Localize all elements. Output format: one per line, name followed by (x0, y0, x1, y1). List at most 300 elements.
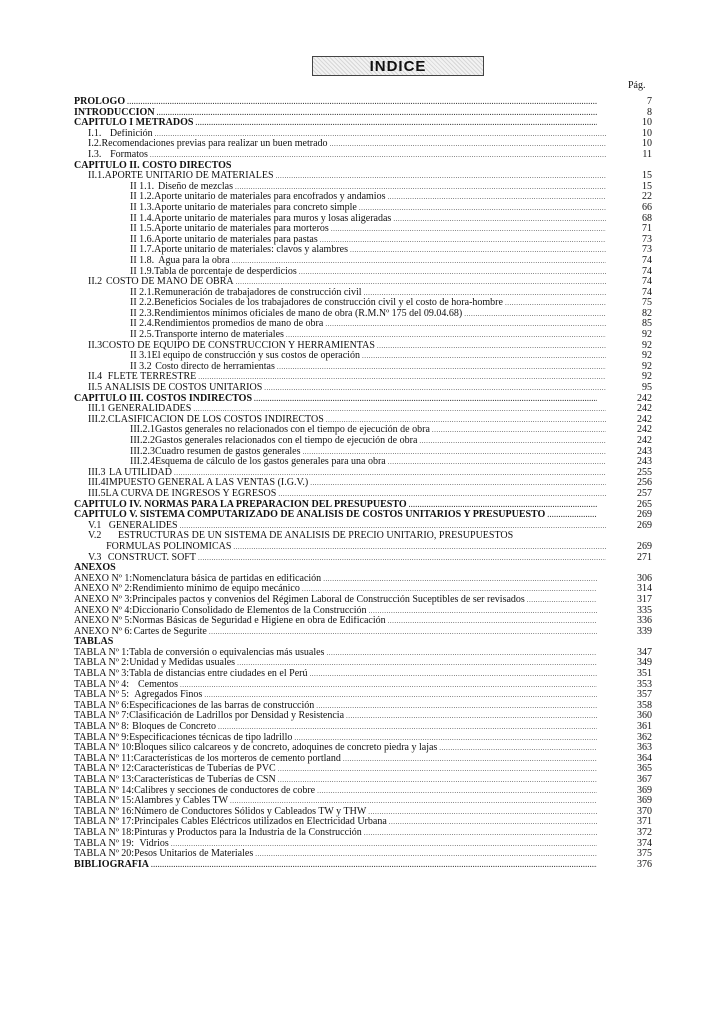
toc-dot-leader (303, 447, 652, 458)
toc-dot-leader (193, 404, 611, 415)
toc-entry-line (74, 807, 599, 818)
toc-entry[interactable] (74, 500, 654, 511)
toc-entry-code: TABLA Nº 5: (74, 690, 130, 701)
toc-entry[interactable] (74, 129, 654, 140)
toc-entry-title: Aporte unitario de materiales para pastas (154, 234, 318, 245)
toc-page-number: 11 (606, 150, 652, 161)
toc-entry-line (74, 860, 599, 871)
toc-entry-title: GENERALIDADES (108, 404, 192, 415)
toc-dot-leader (236, 277, 611, 288)
toc-dot-leader (368, 807, 597, 818)
toc-dot-leader (527, 595, 597, 606)
toc-entry-line (74, 711, 599, 722)
toc-entry-line (74, 817, 599, 828)
toc-entry-line (74, 447, 654, 458)
toc-entry[interactable] (74, 267, 654, 278)
toc-dot-leader (325, 319, 652, 330)
toc-page-number: 242 (606, 394, 652, 405)
toc-entry-title: Principales pactos y convenios del Régimen Laboral de Construcción Suceptibles de ser revisados (132, 594, 525, 605)
toc-entry-code: II 3.2 (130, 361, 152, 372)
toc-entry-line (74, 680, 599, 691)
toc-entry[interactable] (74, 394, 654, 405)
toc-page-number: 357 (606, 690, 652, 701)
toc-page-number: 369 (606, 786, 652, 797)
toc-entry-title: Cartes de Segurite (133, 626, 207, 637)
toc-entry[interactable] (74, 97, 654, 108)
toc-entry-line (74, 849, 599, 860)
toc-dot-leader (310, 478, 611, 489)
toc-entry[interactable] (74, 839, 654, 850)
toc-entry-line (74, 648, 599, 659)
toc-entry[interactable] (74, 711, 654, 722)
toc-entry-code: TABLA Nº 16: (74, 806, 135, 817)
toc-dot-leader (278, 489, 611, 500)
toc-entry[interactable] (74, 171, 654, 182)
toc-entry[interactable] (74, 214, 654, 225)
toc-entry-line (74, 288, 654, 299)
toc-entry[interactable] (74, 796, 654, 807)
toc-entry-code: II 2.2. (130, 298, 155, 309)
toc-entry-line (74, 330, 654, 341)
toc-entry-line (74, 298, 654, 309)
toc-entry-title: El equipo de construcción y sus costos de operación (151, 351, 360, 362)
toc-entry-title: Especificaciones de las barras de construcción (129, 700, 315, 711)
toc-entry-line (74, 743, 599, 754)
toc-entry-line (74, 510, 599, 521)
toc-page-number: 362 (606, 733, 652, 744)
toc-entry-line (74, 277, 613, 288)
toc-entry-line (74, 171, 613, 182)
toc-entry-title: CAPITULO II. COSTO DIRECTOS (74, 160, 232, 171)
toc-entry-title: COSTO DE MANO DE OBRA (106, 277, 234, 288)
toc-dot-leader (195, 118, 597, 129)
toc-dot-leader (155, 129, 611, 140)
toc-entry[interactable] (74, 584, 654, 595)
toc-entry-code: II.3 (88, 340, 103, 351)
toc-entry[interactable] (74, 658, 654, 669)
toc-page-number: 339 (606, 627, 652, 638)
toc-page-number: 361 (606, 722, 652, 733)
index-title-box (312, 56, 484, 76)
toc-entry[interactable] (74, 606, 654, 617)
toc-entry[interactable] (74, 362, 654, 373)
toc-entry[interactable] (74, 616, 654, 627)
toc-entry-code: III.4 (88, 478, 106, 489)
toc-entry-code: TABLA Nº 14: (74, 785, 135, 796)
toc-entry-title: Bloques de Concreto (132, 722, 217, 733)
toc-entry-title: Características de los morteros de cemento portland (133, 753, 341, 764)
toc-entry-code: II 2.4. (130, 319, 155, 330)
toc-dot-leader (439, 743, 597, 754)
toc-entry[interactable] (74, 203, 654, 214)
toc-entry-title: ANALISIS DE COSTOS UNITARIOS (104, 383, 263, 394)
toc-entry-code: V.2 (88, 531, 102, 542)
toc-entry[interactable] (74, 542, 654, 553)
toc-entry-title: CAPITULO I METRADOS (74, 118, 194, 129)
toc-dot-leader (547, 510, 597, 521)
toc-entry[interactable] (74, 118, 654, 129)
toc-entry[interactable] (74, 489, 654, 500)
toc-entry-line (74, 161, 599, 172)
toc-entry-line (74, 404, 613, 415)
toc-entry-code: TABLA Nº 3: (74, 669, 130, 680)
toc-entry-code: V.1 (88, 520, 102, 531)
toc-page-number: 314 (606, 584, 652, 595)
toc-entry-code: II 1.5. (130, 224, 155, 235)
toc-dot-leader (278, 775, 597, 786)
toc-dot-leader (180, 521, 611, 532)
toc-entry[interactable] (74, 680, 654, 691)
toc-dot-leader (237, 658, 597, 669)
toc-entry[interactable] (74, 701, 654, 712)
toc-entry[interactable] (74, 764, 654, 775)
toc-page-number: 363 (606, 743, 652, 754)
toc-entry[interactable] (74, 860, 654, 871)
toc-entry-code: V.3 (88, 552, 102, 563)
toc-entry-code: TABLA Nº 11: (74, 753, 134, 764)
toc-entry[interactable] (74, 330, 654, 341)
toc-dot-leader (235, 182, 652, 193)
toc-entry-line (74, 118, 599, 129)
toc-page-number: 85 (606, 319, 652, 330)
toc-entry-title: CONSTRUCT. SOFT (107, 552, 196, 563)
toc-entry-title: Tabla de porcentaje de desperdicios (154, 266, 297, 277)
toc-entry[interactable] (74, 648, 654, 659)
toc-entry-code: I.3. (88, 149, 102, 160)
toc-entry-title: Rendimientos mínimos oficiales de mano de obra (R.M.Nº 175 del 09.04.68) (154, 308, 463, 319)
toc-dot-leader (232, 256, 652, 267)
toc-dot-leader (326, 648, 597, 659)
toc-entry-line (74, 521, 613, 532)
toc-entry-line (74, 203, 654, 214)
toc-page-number: 71 (606, 224, 652, 235)
toc-entry[interactable] (74, 108, 654, 119)
toc-entry[interactable] (74, 690, 654, 701)
toc-entry[interactable] (74, 404, 654, 415)
toc-page-number: 375 (606, 849, 652, 860)
toc-entry[interactable] (74, 828, 654, 839)
toc-dot-leader (209, 627, 597, 638)
toc-entry[interactable] (74, 478, 654, 489)
toc-dot-leader (309, 669, 597, 680)
toc-entry-title: Cementos (138, 679, 178, 690)
toc-entry-title: PROLOGO (74, 97, 126, 107)
toc-entry-line (74, 108, 599, 119)
toc-page-number: 376 (606, 860, 652, 871)
toc-entry-code: II.4 (88, 372, 103, 383)
toc-page-number: 22 (606, 192, 652, 203)
toc-dot-leader (330, 139, 611, 150)
toc-entry[interactable] (74, 319, 654, 330)
toc-entry[interactable] (74, 722, 654, 733)
toc-entry-line (74, 425, 654, 436)
toc-entry-line (74, 796, 599, 807)
toc-entry[interactable] (74, 383, 654, 394)
toc-dot-leader (320, 235, 652, 246)
toc-entry[interactable] (74, 256, 654, 267)
toc-dot-leader (264, 383, 611, 394)
toc-entry-title: ESTRUCTURAS DE UN SISTEMA DE ANALISIS DE PRECIO UNITARIO, PRESUPUESTOS (118, 531, 514, 542)
toc-dot-leader (198, 372, 611, 383)
toc-entry-line (74, 669, 599, 680)
toc-page-number: 243 (606, 447, 652, 458)
toc-entry[interactable] (74, 150, 654, 161)
toc-entry-line (74, 531, 613, 542)
toc-entry-title: CAPITULO IV. NORMAS PARA LA PREPARACION DEL PRESUPUESTO (74, 499, 407, 510)
toc-entry-title: Agua para la obra (158, 255, 230, 266)
toc-page-number: 358 (606, 701, 652, 712)
toc-page-number: 82 (606, 309, 652, 320)
toc-page-number: 92 (606, 362, 652, 373)
toc-entry-title: Recomendaciones previas para realizar un buen metrado (101, 139, 328, 150)
toc-page-number: 349 (606, 658, 652, 669)
toc-entry-code: TABLA Nº 18: (74, 827, 135, 838)
toc-dot-leader (151, 860, 597, 871)
toc-entry[interactable] (74, 669, 654, 680)
toc-dot-leader (157, 108, 597, 119)
toc-page-number: 242 (606, 415, 652, 426)
toc-entry[interactable] (74, 531, 654, 542)
toc-dot-leader (294, 733, 597, 744)
toc-page-number: 8 (606, 108, 652, 119)
toc-page-number: 269 (606, 542, 652, 553)
toc-entry-code: TABLA Nº 1: (74, 647, 130, 658)
toc-entry-title: Tabla de distancias entre ciudades en el Perú (129, 669, 308, 680)
toc-entry-title: Remuneración de trabajadores de construcción civil (154, 287, 362, 298)
toc-entry-title: Beneficios Sociales de los trabajadores de construcción civil y el costo de hora-hombre (154, 298, 503, 309)
toc-dot-leader (171, 839, 597, 850)
toc-page-number: 75 (606, 298, 652, 309)
toc-entry-code: TABLA Nº 12: (74, 764, 135, 775)
toc-entry-title: COSTO DE EQUIPO DE CONSTRUCCION Y HERRAMIENTAS (102, 340, 375, 351)
toc-entry[interactable] (74, 245, 654, 256)
toc-dot-leader (343, 754, 597, 765)
toc-entry[interactable] (74, 447, 654, 458)
toc-entry-code: ANEXO Nº 1: (74, 573, 133, 584)
toc-entry-line (74, 563, 599, 574)
toc-page-number: 242 (606, 436, 652, 447)
toc-dot-leader (409, 500, 597, 511)
toc-entry-title: Aporte unitario de materiales para morteros (154, 224, 329, 235)
toc-entry-title: LA CURVA DE INGRESOS Y EGRESOS (105, 488, 277, 499)
toc-dot-leader (364, 828, 597, 839)
toc-entry-line (74, 309, 654, 320)
page-title: INDICE (369, 57, 427, 75)
toc-page-number: 369 (606, 796, 652, 807)
toc-entry-title: Características de Tuberías de CSN (134, 775, 276, 785)
toc-entry-code: III.2.1 (130, 425, 155, 436)
toc-page-number: 255 (606, 468, 652, 479)
toc-entry[interactable] (74, 139, 654, 150)
toc-entry[interactable] (74, 595, 654, 606)
toc-entry-title: Definición (109, 128, 153, 139)
toc-entry-code: TABLA Nº 8: (74, 722, 130, 733)
toc-entry-line (74, 542, 613, 553)
toc-entry-line (74, 627, 599, 638)
toc-entry-line (74, 606, 599, 617)
toc-page-number: 10 (606, 118, 652, 129)
toc-dot-leader (369, 606, 598, 617)
toc-entry-code: TABLA Nº 10: (74, 743, 135, 754)
toc-page-number: 10 (606, 129, 652, 140)
toc-entry-code: II 1.4. (130, 213, 155, 224)
toc-entry-code: TABLA Nº 19: (74, 838, 135, 849)
toc-page-number: 360 (606, 711, 652, 722)
toc-entry[interactable] (74, 425, 654, 436)
toc-entry[interactable] (74, 182, 654, 193)
toc-entry[interactable] (74, 553, 654, 564)
toc-entry-title: Vidrios (139, 838, 169, 849)
toc-page-number: 317 (606, 595, 652, 606)
toc-entry[interactable] (74, 574, 654, 585)
toc-entry-title: Normas Básicas de Seguridad e Higiene en obra de Edificación (132, 616, 386, 627)
toc-entry[interactable] (74, 563, 654, 574)
toc-entry[interactable] (74, 627, 654, 638)
toc-entry[interactable] (74, 849, 654, 860)
toc-page-number: 92 (606, 372, 652, 383)
toc-dot-leader (286, 330, 652, 341)
toc-entry[interactable] (74, 775, 654, 786)
toc-entry-title: Aporte unitario de materiales para muros y losas aligeradas (154, 213, 392, 224)
toc-entry[interactable] (74, 733, 654, 744)
toc-entry[interactable] (74, 521, 654, 532)
toc-entry[interactable] (74, 415, 654, 426)
toc-entry-title: TABLAS (74, 637, 114, 648)
toc-dot-leader (180, 680, 597, 691)
toc-entry-code: ANEXO Nº 5: (74, 616, 133, 627)
toc-entry-code: II.5 (88, 383, 103, 394)
toc-entry-line (74, 415, 613, 426)
toc-entry[interactable] (74, 754, 654, 765)
toc-entry-line (74, 574, 599, 585)
toc-page-number: 74 (606, 267, 652, 278)
toc-page-number: 73 (606, 245, 652, 256)
toc-entry-line (74, 235, 654, 246)
toc-entry[interactable] (74, 277, 654, 288)
toc-entry[interactable] (74, 192, 654, 203)
toc-page-number: 336 (606, 616, 652, 627)
toc-dot-leader (377, 341, 611, 352)
toc-entry-code: TABLA Nº 15: (74, 796, 135, 807)
toc-entry-line (74, 150, 613, 161)
toc-entry[interactable] (74, 457, 654, 468)
toc-page-number: 95 (606, 383, 652, 394)
toc-entry-line (74, 224, 654, 235)
toc-entry-title: ANEXOS (74, 563, 116, 574)
toc-entry[interactable] (74, 309, 654, 320)
toc-dot-leader (277, 362, 652, 373)
toc-entry-code: III.2.3 (130, 446, 155, 457)
toc-entry-line (74, 319, 654, 330)
toc-entry-line (74, 139, 613, 150)
toc-entry-title: Pesos Unitarios de Materiales (134, 849, 254, 860)
toc-entry-code: II 1.1. (130, 181, 155, 192)
toc-entry-title: Número de Conductores Sólidos y Cableados TW y THW (134, 806, 367, 817)
toc-entry-title: Aporte unitario de materiales para concreto simple (154, 202, 357, 213)
toc-page-number: 353 (606, 680, 652, 691)
toc-entry-line (74, 256, 654, 267)
toc-entry[interactable] (74, 807, 654, 818)
toc-entry-code: III.2. (88, 414, 108, 425)
toc-entry-line (74, 383, 613, 394)
toc-entry[interactable] (74, 817, 654, 828)
toc-entry-code: II 2.1. (130, 287, 155, 298)
toc-entry-line (74, 351, 654, 362)
toc-entry-line (74, 245, 654, 256)
toc-entry[interactable] (74, 161, 654, 172)
toc-entry[interactable] (74, 288, 654, 299)
toc-page-number: 351 (606, 669, 652, 680)
toc-dot-leader (326, 415, 611, 426)
toc-entry-line (74, 764, 599, 775)
toc-dot-leader (276, 171, 611, 182)
toc-page-number: 269 (606, 510, 652, 521)
toc-entry[interactable] (74, 372, 654, 383)
toc-entry-line (74, 489, 613, 500)
toc-dot-leader (389, 817, 597, 828)
toc-page-number: 335 (606, 606, 652, 617)
toc-entry-title: Gastos generales relacionados con el tiempo de ejecución de obra (155, 436, 418, 446)
toc-page-number: 371 (606, 817, 652, 828)
toc-entry[interactable] (74, 786, 654, 797)
toc-entry-code: III.5 (88, 488, 106, 499)
toc-entry[interactable] (74, 510, 654, 521)
toc-page-number: 367 (606, 775, 652, 786)
toc-entry-line (74, 436, 654, 447)
toc-entry[interactable] (74, 743, 654, 754)
toc-page-number: 256 (606, 478, 652, 489)
toc-entry-code: II 1.9. (130, 266, 155, 277)
toc-entry-code: TABLA Nº 17: (74, 817, 135, 828)
toc-dot-leader (254, 394, 597, 405)
toc-page-number: 242 (606, 404, 652, 415)
toc-entry-code: III.2.2 (130, 436, 155, 446)
toc-entry-line (74, 394, 599, 405)
toc-entry[interactable] (74, 637, 654, 648)
toc-entry-line (74, 701, 599, 712)
toc-entry-code: II.1. (88, 171, 105, 182)
toc-entry-code: II 3.1 (130, 351, 152, 362)
toc-page-number: 370 (606, 807, 652, 818)
toc-dot-leader (302, 584, 597, 595)
toc-dot-leader (299, 267, 652, 278)
toc-entry-code: TABLA Nº 2: (74, 658, 130, 669)
toc-entry[interactable] (74, 298, 654, 309)
toc-entry-title: Alambres y Cables TW (134, 796, 229, 807)
toc-dot-leader (278, 764, 597, 775)
toc-entry-title: CAPITULO V. SISTEMA COMPUTARIZADO DE ANALISIS DE COSTOS UNITARIOS Y PRESUPUESTO (74, 510, 546, 521)
toc-entry-title: Clasificación de Ladrillos por Densidad y Resistencia (129, 711, 345, 722)
toc-entry[interactable] (74, 468, 654, 479)
toc-entry[interactable] (74, 235, 654, 246)
toc-page-number: 92 (606, 341, 652, 352)
toc-entry[interactable] (74, 436, 654, 447)
toc-entry-line (74, 182, 654, 193)
toc-entry-title: Formatos (110, 149, 148, 160)
toc-entry[interactable] (74, 224, 654, 235)
toc-entry-title: Costo directo de herramientas (155, 361, 275, 372)
toc-entry-code: II 2.5. (130, 330, 155, 341)
toc-page-number: 92 (606, 330, 652, 341)
toc-dot-leader (218, 722, 597, 733)
toc-page-number: 347 (606, 648, 652, 659)
toc-entry-title: IMPUESTO GENERAL A LAS VENTAS (I.G.V.) (105, 478, 309, 489)
toc-entry[interactable] (74, 341, 654, 352)
toc-entry-title: Diccionario Consolidado de Elementos de la Construcción (132, 605, 367, 616)
toc-entry-line (74, 468, 613, 479)
toc-entry[interactable] (74, 351, 654, 362)
toc-entry-line (74, 214, 654, 225)
